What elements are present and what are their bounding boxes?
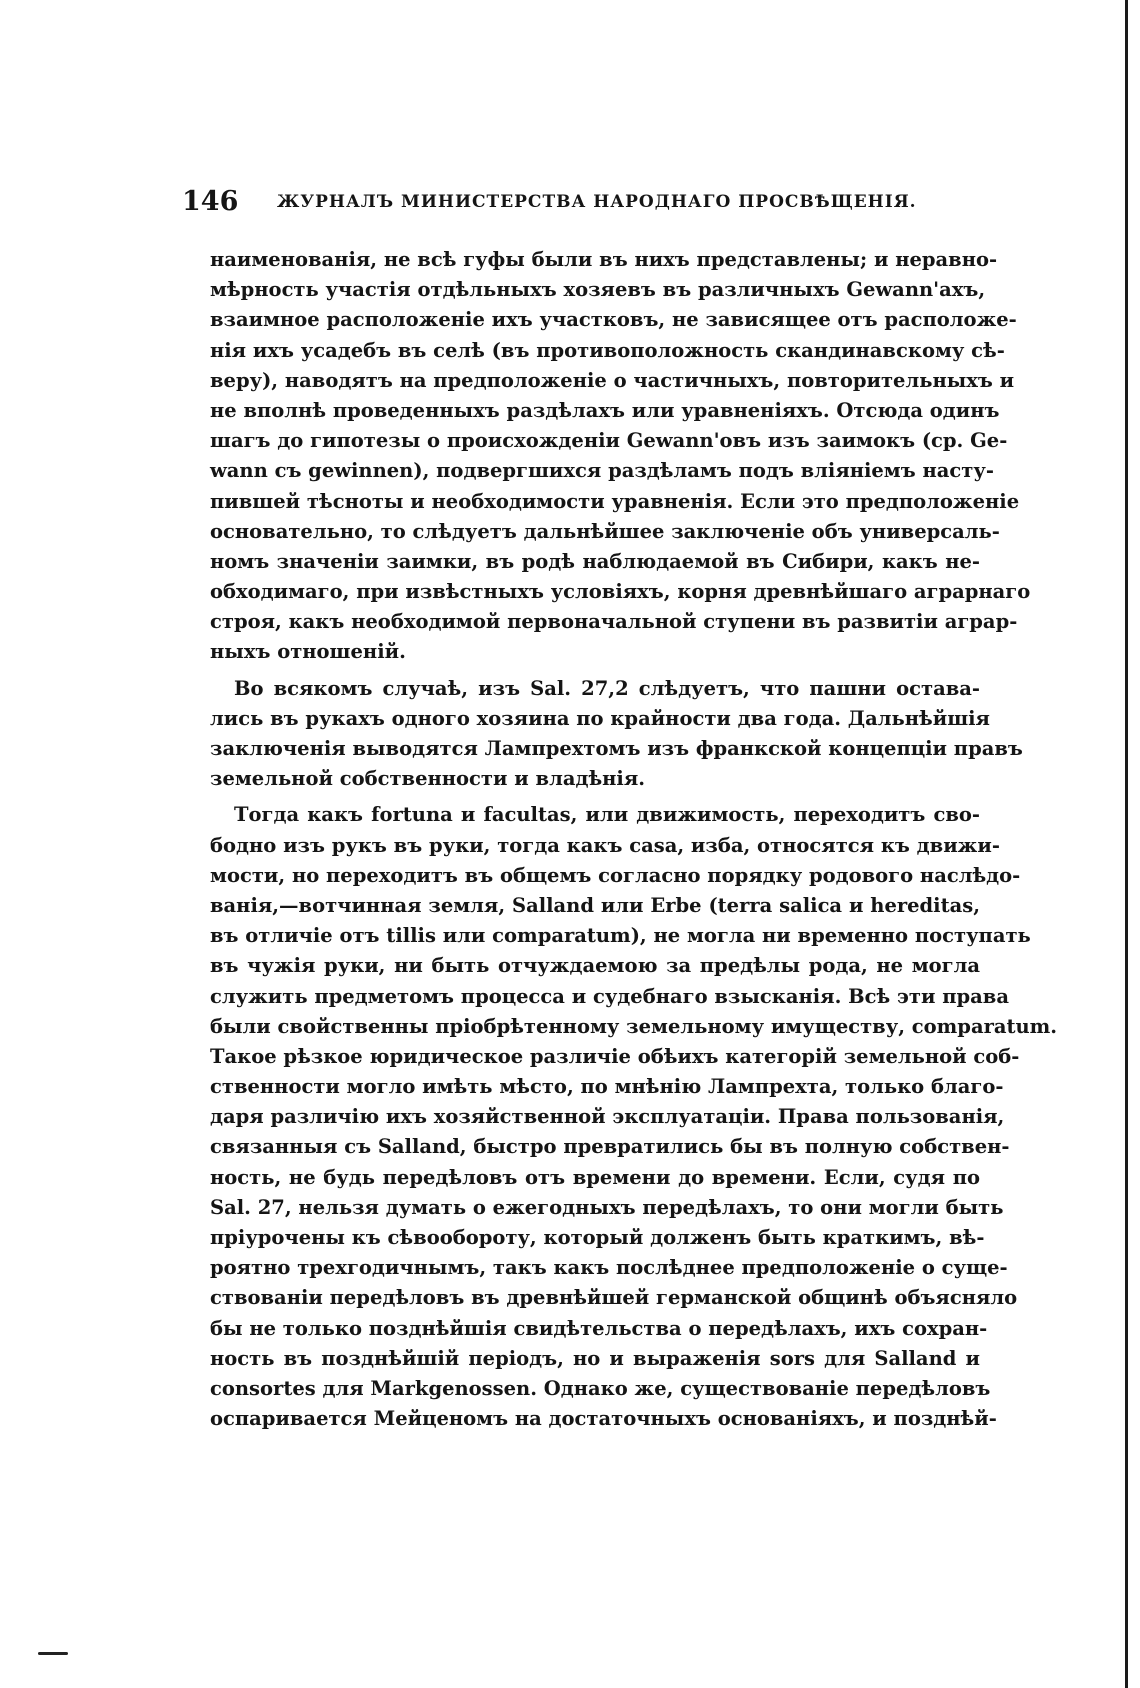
- paragraph-2: [210, 674, 1023, 795]
- text-line: Во всякомъ случаѣ, изъ Sal. 27,2 слѣдуетъ, что пашни остава-: [234, 676, 980, 700]
- running-title: ЖУРНАЛЪ МИНИСТЕРСТВА НАРОДНАГО ПРОСВѢЩЕНІЯ.: [277, 192, 917, 212]
- text-line: строя, какъ необходимой первоначальной ступени въ развитіи аграр-: [210, 610, 1018, 634]
- margin-mark: [38, 1652, 68, 1655]
- text-line: мости, но переходитъ въ общемъ согласно порядку родового наслѣдо-: [210, 863, 1021, 887]
- text-line: въ чужія руки, ни быть отчуждаемою за предѣлы рода, не могла: [210, 954, 980, 978]
- text-line: веру), наводятъ на предположеніе о частичныхъ, повторительныхъ и: [210, 368, 1015, 392]
- text-line: номъ значеніи заимки, въ родѣ наблюдаемой въ Сибири, какъ не-: [210, 549, 980, 573]
- text-line: наименованія, не всѣ гуфы были въ нихъ представлены; и неравно-: [210, 248, 998, 271]
- page-number: 146: [182, 186, 239, 217]
- text-line: пившей тѣсноты и необходимости уравненія. Если это предположеніе: [210, 489, 1020, 513]
- text-line: ныхъ отношеній.: [210, 640, 406, 664]
- text-line: Sal. 27, нельзя думать о ежегодныхъ передѣлахъ, то они могли быть: [210, 1195, 1004, 1219]
- text-line: не вполнѣ проведенныхъ раздѣлахъ или уравненіяхъ. Отсюда одинъ: [210, 398, 1000, 422]
- text-line: Такое рѣзкое юридическое различіе обѣихъ категорій земельной соб-: [210, 1044, 1020, 1068]
- text-line: мѣрность участія отдѣльныхъ хозяевъ въ различныхъ Gewann'ахъ,: [210, 278, 986, 302]
- text-line: оспаривается Мейценомъ на достаточныхъ основаніяхъ, и позднѣй-: [210, 1407, 997, 1431]
- text-line: бодно изъ рукъ въ руки, тогда какъ casa, изба, относятся къ движи-: [210, 833, 1000, 857]
- text-line: обходимаго, при извѣстныхъ условіяхъ, корня древнѣйшаго аграрнаго: [210, 580, 1031, 604]
- text-line: ность въ позднѣйшій періодъ, но и выраженія sors для Salland и: [210, 1346, 980, 1370]
- page-edge-line: [1125, 0, 1128, 1688]
- text-line: лись въ рукахъ одного хозяина по крайности два года. Дальнѣйшія: [210, 706, 990, 730]
- page-header: [182, 186, 1012, 226]
- text-line: были свойственны пріобрѣтенному земельному имуществу, comparatum.: [210, 1014, 1058, 1038]
- text-line: основательно, то слѣдуетъ дальнѣйшее заключеніе объ универсаль-: [210, 519, 1000, 543]
- text-line: въ отличіе отъ tillis или comparatum), не могла ни временно поступать: [210, 924, 1031, 948]
- text-line: заключенія выводятся Лампрехтомъ изъ франкской концепціи правъ: [210, 737, 1023, 760]
- text-line: нія ихъ усадебъ въ селѣ (въ противоположность скандинавскому сѣ-: [210, 338, 1005, 362]
- text-line: взаимное расположеніе ихъ участковъ, не зависящее отъ расположе-: [210, 308, 1017, 332]
- text-line: Тогда какъ fortuna и facultas, или движимость, переходитъ сво-: [234, 803, 980, 827]
- paragraph-3: [210, 800, 1058, 1434]
- text-line: ванія,—вотчинная земля, Salland или Erbe (terra salica и hereditas,: [210, 893, 980, 917]
- text-line: ственности могло имѣть мѣсто, по мнѣнію Лампрехта, только благо-: [210, 1075, 1004, 1099]
- text-line: роятно трехгодичнымъ, такъ какъ послѣднее предположеніе о суще-: [210, 1256, 1008, 1280]
- text-line: ствованіи передѣловъ въ древнѣйшей германской общинѣ объясняло: [210, 1286, 1018, 1310]
- text-line: даря различію ихъ хозяйственной эксплуатаціи. Права пользованія,: [210, 1105, 1005, 1129]
- text-line: consortes для Markgenossen. Однако же, существованіе передѣловъ: [210, 1376, 991, 1400]
- text-line: служить предметомъ процесса и судебнаго взысканія. Всѣ эти права: [210, 984, 1009, 1008]
- paragraph-1: [210, 245, 1031, 668]
- text-line: пріурочены къ сѣвообороту, который долженъ быть краткимъ, вѣ-: [210, 1226, 985, 1249]
- text-line: wann съ gewinnen), подвергшихся раздѣламъ подъ вліяніемъ насту-: [210, 459, 994, 483]
- text-line: шагъ до гипотезы о происхожденіи Gewann'овъ изъ заимокъ (ср. Ge-: [210, 429, 1008, 453]
- text-line: бы не только позднѣйшія свидѣтельства о передѣлахъ, ихъ сохран-: [210, 1316, 988, 1340]
- text-line: земельной собственности и владѣнія.: [210, 767, 646, 791]
- body-text: [210, 245, 1058, 1434]
- text-line: связанныя съ Salland, быстро превратились бы въ полную собствен-: [210, 1135, 1010, 1159]
- text-line: ность, не будь передѣловъ отъ времени до времени. Если, судя по: [210, 1165, 980, 1189]
